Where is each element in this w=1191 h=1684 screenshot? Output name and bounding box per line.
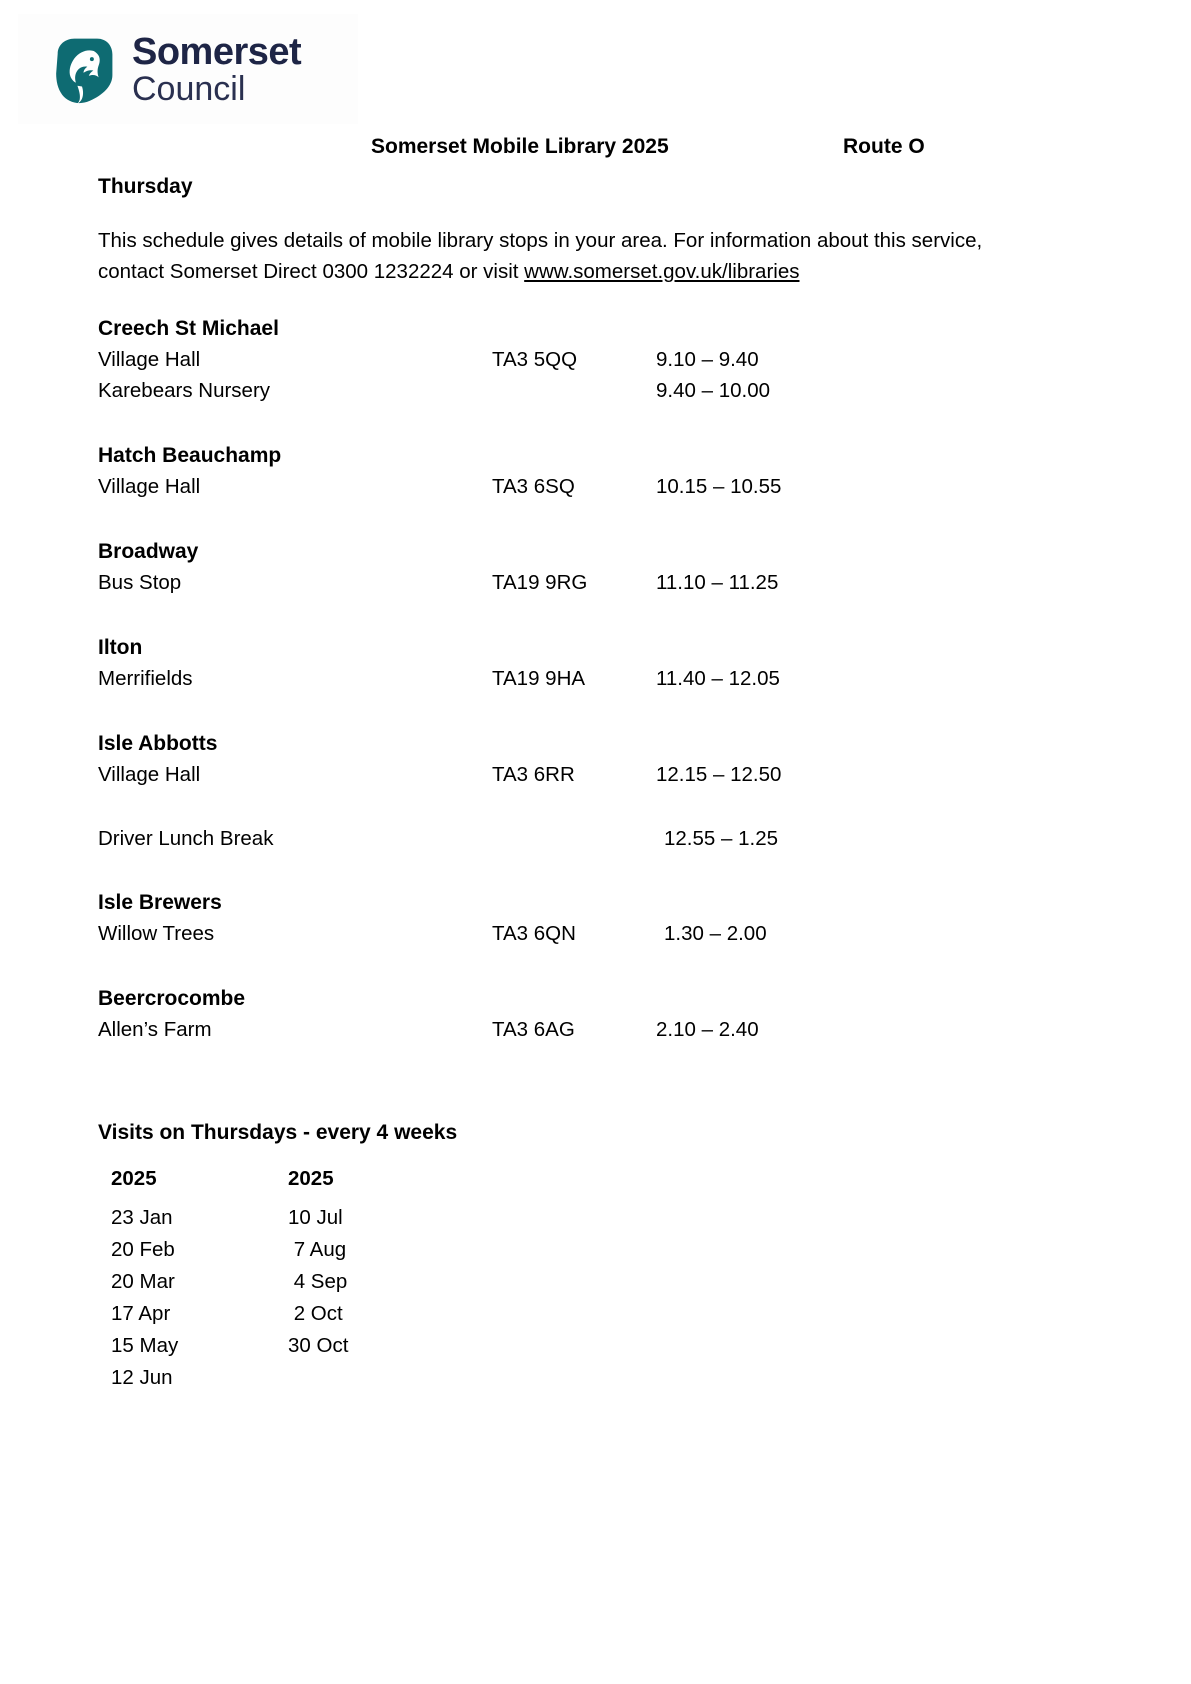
logo-word-somerset: Somerset [132,30,302,73]
document-header [0,135,1191,163]
table-row [111,1330,468,1362]
place-name: Hatch Beauchamp [98,444,282,467]
stop-time: 2.10 – 2.40 [656,1018,759,1041]
stop-name: Village Hall [98,475,201,498]
section-spacer [98,1045,1098,1121]
stop-postcode: TA3 5QQ [492,348,578,371]
visit-date-col1: 23 Jan [111,1206,173,1229]
stop-postcode: TA19 9HA [492,667,586,690]
stop-time: 11.10 – 11.25 [656,571,779,594]
place-name: Isle Brewers [98,891,222,914]
libraries-website-link[interactable]: www.somerset.gov.uk/libraries [524,260,800,283]
group-spacer [98,598,1098,632]
stop-row [98,471,1098,502]
stop-row [98,375,1098,406]
stop-row [98,567,1098,598]
group-spacer [98,854,1098,887]
col2-year-header: 2025 [288,1167,334,1190]
group-spacer [98,790,1098,823]
stop-time: 9.40 – 10.00 [656,379,770,402]
table-row [111,1298,468,1330]
visit-dates-body [111,1202,468,1394]
somerset-dragon-logo-icon [44,31,120,107]
stop-name: Karebears Nursery [98,379,271,402]
logo-wordmark [132,30,302,108]
visit-date-col2: 10 Jul [288,1206,343,1229]
stop-time: 1.30 – 2.00 [664,922,767,945]
stop-name: Village Hall [98,763,201,786]
stop-row [98,823,1098,854]
table-header-row [111,1165,468,1202]
stop-postcode: TA3 6SQ [492,475,575,498]
visit-date-col1: 17 Apr [111,1302,171,1325]
stop-name: Allen’s Farm [98,1018,212,1041]
group-spacer [98,694,1098,728]
stop-time: 12.15 – 12.50 [656,763,782,786]
stop-row [98,918,1098,949]
table-row [111,1202,468,1234]
stop-time: 12.55 – 1.25 [664,827,778,850]
somerset-council-logo [18,14,358,124]
day-heading: Thursday [98,175,193,198]
intro-text: This schedule gives details of mobile library stops in your area. For information about this service, contact Somerset Direct 0300 1232224 or visit [98,229,983,283]
group-spacer [98,406,1098,440]
stop-postcode: TA19 9RG [492,571,588,594]
visit-date-col1: 20 Mar [111,1270,175,1293]
stop-row [98,759,1098,790]
place-name: Broadway [98,540,199,563]
visit-date-col1: 20 Feb [111,1238,175,1261]
place-name: Isle Abbotts [98,732,218,755]
table-row [111,1234,468,1266]
col1-year-header: 2025 [111,1167,157,1190]
visit-date-col2: 30 Oct [288,1334,349,1357]
place-name: Creech St Michael [98,317,279,340]
stop-time: 10.15 – 10.55 [656,475,782,498]
stop-name: Driver Lunch Break [98,827,274,850]
visit-date-col2: 2 Oct [288,1302,343,1325]
stop-time: 11.40 – 12.05 [656,667,780,690]
table-row [111,1266,468,1298]
stop-time: 9.10 – 9.40 [656,348,759,371]
place-name: Beercrocombe [98,987,246,1010]
stop-name: Bus Stop [98,571,182,594]
table-row [111,1362,468,1394]
group-spacer [98,949,1098,983]
stop-row [98,663,1098,694]
page-title: Somerset Mobile Library 2025 [371,135,669,158]
stop-row [98,344,1098,375]
route-label: Route O [843,135,925,158]
stop-name: Willow Trees [98,922,215,945]
visit-dates-table [111,1165,468,1394]
document-body [98,175,1098,1394]
intro-paragraph [98,225,988,287]
stop-name: Merrifields [98,667,193,690]
visit-date-col1: 15 May [111,1334,179,1357]
stop-row [98,1014,1098,1045]
visit-date-col2: 4 Sep [288,1270,348,1293]
visits-title: Visits on Thursdays - every 4 weeks [98,1121,458,1144]
logo-word-council: Council [132,69,246,108]
stop-name: Village Hall [98,348,201,371]
visit-date-col2 [288,1362,468,1394]
group-spacer [98,502,1098,536]
stops-list [98,313,1098,1121]
visit-date-col2: 7 Aug [288,1238,347,1261]
stop-postcode: TA3 6RR [492,763,575,786]
place-name: Ilton [98,636,143,659]
stop-postcode: TA3 6AG [492,1018,575,1041]
stop-postcode: TA3 6QN [492,922,576,945]
visit-date-col1: 12 Jun [111,1366,173,1389]
